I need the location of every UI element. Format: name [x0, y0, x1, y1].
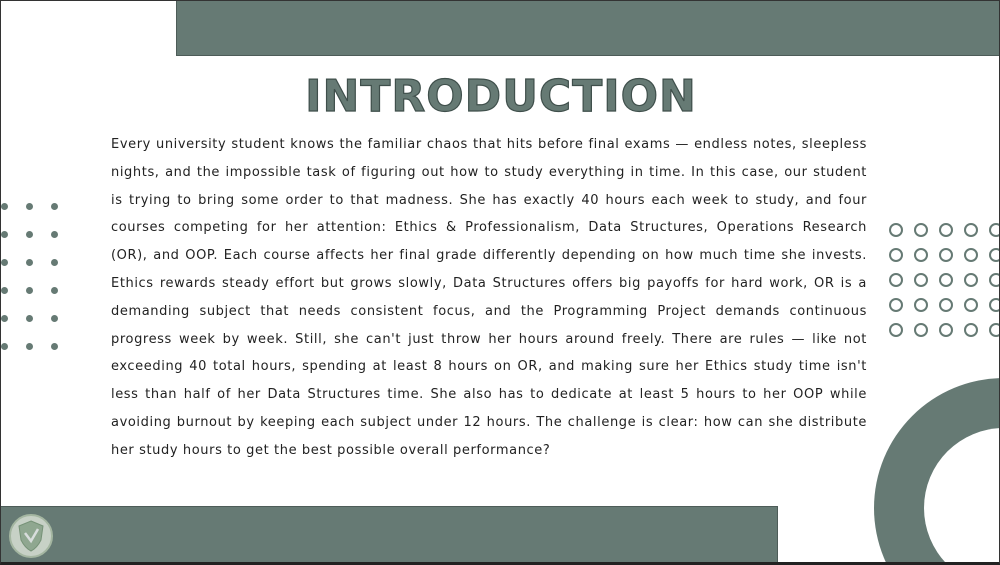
decor-ring [989, 298, 1000, 312]
decor-ring [889, 323, 903, 337]
right-ring-grid [889, 223, 1000, 337]
decor-ring [964, 223, 978, 237]
decor-dot [51, 287, 58, 294]
decor-ring [889, 223, 903, 237]
decor-dot [51, 203, 58, 210]
decor-ring [989, 223, 1000, 237]
decor-ring [964, 273, 978, 287]
decor-dot [26, 343, 33, 350]
decor-dot [26, 231, 33, 238]
decor-dot [1, 203, 8, 210]
intro-paragraph: Every university student knows the familiar chaos that hits before final exams — endless notes, sleepless nights, and the impossible task of figuring out how to study everything in time. In this case, our student is trying to bring some order to that madness. She has exactly 40 hours each week to study, and four courses competing for her attention: Ethics & Professionalism, Data Structures, Operations Research (OR), and OOP. Each course affects her final grade differently depending on how much time she invests. Ethics rewards steady effort but grows slowly, Data Structures offers big payoffs for hard work, OR is a demanding subject that needs consistent focus, and the Programming Project demands continuous progress week by week. Still, she can't just throw her hours around freely. There are rules — like not exceeding 40 total hours, spending at least 8 hours on OR, and making sure her Ethics study time isn't less than half of her Data Structures time. She also has to dedicate at least 5 hours to her OOP while avoiding burnout by keeping each subject under 12 hours. The challenge is clear: how can she distribute her study hours to get the best possible overall performance? [111, 137, 867, 458]
shield-logo-icon [6, 513, 56, 559]
left-dot-grid [1, 203, 58, 350]
decor-ring [939, 273, 953, 287]
decor-dot [51, 343, 58, 350]
decor-ring [989, 248, 1000, 262]
decor-ring [964, 298, 978, 312]
decor-dot [1, 231, 8, 238]
decor-dot [51, 231, 58, 238]
decor-dot [51, 259, 58, 266]
decor-ring [939, 323, 953, 337]
decor-dot [26, 203, 33, 210]
decor-ring [914, 323, 928, 337]
decor-dot [26, 315, 33, 322]
decor-dot [1, 343, 8, 350]
decor-ring [914, 298, 928, 312]
decor-ring [989, 273, 1000, 287]
decor-dot [1, 259, 8, 266]
decor-ring [914, 248, 928, 262]
decor-dot [51, 315, 58, 322]
decor-dot [26, 259, 33, 266]
slide-title: INTRODUCTION [305, 71, 697, 122]
decor-ring [914, 273, 928, 287]
decor-ring [889, 273, 903, 287]
decor-dot [1, 315, 8, 322]
decor-ring [964, 323, 978, 337]
decor-ring [989, 323, 1000, 337]
decor-ring [889, 298, 903, 312]
decor-dot [26, 287, 33, 294]
decor-ring [939, 248, 953, 262]
decor-ring [889, 248, 903, 262]
decor-ring [939, 298, 953, 312]
decor-ring [939, 223, 953, 237]
decor-ring [914, 223, 928, 237]
bottom-accent-bar [1, 506, 778, 563]
decor-dot [1, 287, 8, 294]
top-accent-bar [176, 1, 1000, 56]
decor-ring [964, 248, 978, 262]
